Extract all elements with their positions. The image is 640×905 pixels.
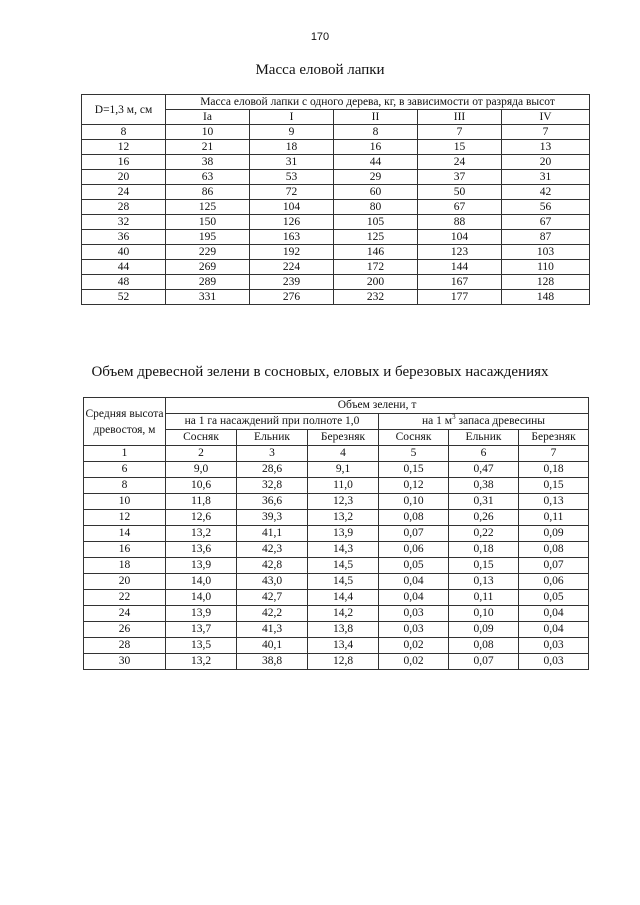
volume-cell: 14,0	[166, 590, 237, 606]
mass-cell: 8	[334, 125, 418, 140]
volume-cell: 0,12	[379, 478, 449, 494]
volume-cell: 13,5	[166, 638, 237, 654]
height-cell: 26	[84, 622, 166, 638]
mass-cell: 128	[502, 275, 590, 290]
table-row	[84, 638, 589, 654]
table-row	[84, 654, 589, 670]
table1-column-header: IV	[502, 110, 590, 125]
mass-cell: 105	[334, 215, 418, 230]
volume-cell: 0,04	[379, 574, 449, 590]
mass-cell: 20	[502, 155, 590, 170]
mass-cell: 18	[250, 140, 334, 155]
table2-column-header: Ельник	[237, 430, 308, 446]
mass-cell: 67	[502, 215, 590, 230]
column-number-cell: 4	[308, 446, 379, 462]
table-row	[82, 215, 590, 230]
volume-cell: 38,8	[237, 654, 308, 670]
mass-cell: 7	[502, 125, 590, 140]
volume-cell: 28,6	[237, 462, 308, 478]
table1-column-header: III	[418, 110, 502, 125]
mass-cell: 146	[334, 245, 418, 260]
volume-cell: 40,1	[237, 638, 308, 654]
table2-subheader-per-hectare: на 1 га насаждений при полноте 1,0	[166, 414, 379, 430]
volume-cell: 14,4	[308, 590, 379, 606]
mass-cell: 88	[418, 215, 502, 230]
volume-cell: 9,0	[166, 462, 237, 478]
volume-cell: 39,3	[237, 510, 308, 526]
diameter-cell: 40	[82, 245, 166, 260]
mass-cell: 123	[418, 245, 502, 260]
volume-cell: 0,18	[519, 462, 589, 478]
column-number-cell: 1	[84, 446, 166, 462]
table-row	[84, 606, 589, 622]
mass-cell: 44	[334, 155, 418, 170]
volume-cell: 0,05	[379, 558, 449, 574]
volume-cell: 42,7	[237, 590, 308, 606]
volume-cell: 0,47	[449, 462, 519, 478]
mass-cell: 31	[502, 170, 590, 185]
volume-cell: 0,08	[519, 542, 589, 558]
mass-cell: 167	[418, 275, 502, 290]
volume-cell: 12,6	[166, 510, 237, 526]
volume-cell: 0,04	[519, 606, 589, 622]
subheader-suffix: запаса древесины	[455, 415, 546, 427]
column-number-cell: 2	[166, 446, 237, 462]
volume-cell: 0,09	[449, 622, 519, 638]
volume-cell: 0,03	[379, 622, 449, 638]
mass-cell: 148	[502, 290, 590, 305]
mass-cell: 21	[166, 140, 250, 155]
table-row	[84, 478, 589, 494]
mass-cell: 163	[250, 230, 334, 245]
table-row	[82, 275, 590, 290]
volume-cell: 41,3	[237, 622, 308, 638]
volume-cell: 0,11	[519, 510, 589, 526]
volume-cell: 0,18	[449, 542, 519, 558]
diameter-cell: 44	[82, 260, 166, 275]
volume-cell: 0,08	[449, 638, 519, 654]
mass-cell: 86	[166, 185, 250, 200]
mass-cell: 104	[250, 200, 334, 215]
volume-cell: 13,9	[166, 606, 237, 622]
volume-cell: 42,8	[237, 558, 308, 574]
mass-cell: 7	[418, 125, 502, 140]
column-number-cell: 7	[519, 446, 589, 462]
table1-row-header: D=1,3 м, см	[82, 95, 166, 125]
mass-cell: 67	[418, 200, 502, 215]
mass-cell: 331	[166, 290, 250, 305]
mass-cell: 53	[250, 170, 334, 185]
table2-column-header: Сосняк	[379, 430, 449, 446]
mass-cell: 229	[166, 245, 250, 260]
table2-group-header: Объем зелени, т	[166, 398, 589, 414]
diameter-cell: 20	[82, 170, 166, 185]
height-cell: 16	[84, 542, 166, 558]
mass-cell: 56	[502, 200, 590, 215]
superscript-3: 3	[452, 413, 456, 422]
height-cell: 30	[84, 654, 166, 670]
volume-cell: 0,04	[519, 622, 589, 638]
volume-cell: 0,15	[449, 558, 519, 574]
mass-cell: 16	[334, 140, 418, 155]
volume-cell: 36,6	[237, 494, 308, 510]
table-row	[82, 125, 590, 140]
volume-cell: 0,02	[379, 638, 449, 654]
mass-cell: 24	[418, 155, 502, 170]
height-cell: 6	[84, 462, 166, 478]
volume-cell: 13,2	[166, 654, 237, 670]
diameter-cell: 24	[82, 185, 166, 200]
volume-cell: 0,31	[449, 494, 519, 510]
table1-column-header: I	[250, 110, 334, 125]
mass-cell: 63	[166, 170, 250, 185]
mass-cell: 13	[502, 140, 590, 155]
volume-cell: 0,06	[379, 542, 449, 558]
mass-cell: 10	[166, 125, 250, 140]
volume-cell: 11,8	[166, 494, 237, 510]
diameter-cell: 32	[82, 215, 166, 230]
table1-title: Масса еловой лапки	[255, 62, 385, 78]
volume-cell: 0,26	[449, 510, 519, 526]
mass-cell: 42	[502, 185, 590, 200]
volume-cell: 0,07	[449, 654, 519, 670]
table1-column-header: Iа	[166, 110, 250, 125]
volume-cell: 13,4	[308, 638, 379, 654]
height-cell: 18	[84, 558, 166, 574]
mass-cell: 50	[418, 185, 502, 200]
volume-cell: 13,2	[166, 526, 237, 542]
volume-cell: 14,0	[166, 574, 237, 590]
mass-cell: 60	[334, 185, 418, 200]
diameter-cell: 48	[82, 275, 166, 290]
table-row	[84, 510, 589, 526]
volume-cell: 9,1	[308, 462, 379, 478]
mass-cell: 29	[334, 170, 418, 185]
table-row	[84, 494, 589, 510]
mass-cell: 269	[166, 260, 250, 275]
volume-cell: 0,06	[519, 574, 589, 590]
volume-cell: 13,7	[166, 622, 237, 638]
table-row	[82, 185, 590, 200]
mass-cell: 37	[418, 170, 502, 185]
mass-cell: 110	[502, 260, 590, 275]
table2-column-header: Ельник	[449, 430, 519, 446]
volume-cell: 0,15	[519, 478, 589, 494]
mass-cell: 144	[418, 260, 502, 275]
table2-title: Объем древесной зелени в сосновых, еловых и березовых насаждениях	[91, 364, 549, 380]
column-number-cell: 5	[379, 446, 449, 462]
mass-cell: 172	[334, 260, 418, 275]
diameter-cell: 16	[82, 155, 166, 170]
mass-cell: 87	[502, 230, 590, 245]
table-row	[84, 590, 589, 606]
volume-cell: 32,8	[237, 478, 308, 494]
volume-cell: 0,22	[449, 526, 519, 542]
volume-cell: 14,5	[308, 574, 379, 590]
volume-cell: 13,8	[308, 622, 379, 638]
volume-cell: 0,13	[449, 574, 519, 590]
mass-cell: 31	[250, 155, 334, 170]
volume-cell: 0,08	[379, 510, 449, 526]
table2-column-header: Сосняк	[166, 430, 237, 446]
volume-cell: 0,11	[449, 590, 519, 606]
volume-cell: 12,8	[308, 654, 379, 670]
column-number-cell: 6	[449, 446, 519, 462]
mass-cell: 72	[250, 185, 334, 200]
diameter-cell: 28	[82, 200, 166, 215]
height-cell: 28	[84, 638, 166, 654]
volume-cell: 14,3	[308, 542, 379, 558]
diameter-cell: 12	[82, 140, 166, 155]
height-cell: 22	[84, 590, 166, 606]
volume-cell: 41,1	[237, 526, 308, 542]
height-cell: 12	[84, 510, 166, 526]
mass-cell: 103	[502, 245, 590, 260]
column-number-cell: 3	[237, 446, 308, 462]
table-row	[82, 290, 590, 305]
diameter-cell: 52	[82, 290, 166, 305]
table-row	[84, 542, 589, 558]
mass-cell: 38	[166, 155, 250, 170]
volume-cell: 0,15	[379, 462, 449, 478]
volume-cell: 10,6	[166, 478, 237, 494]
volume-cell: 0,38	[449, 478, 519, 494]
mass-cell: 104	[418, 230, 502, 245]
mass-cell: 150	[166, 215, 250, 230]
table-row	[82, 155, 590, 170]
volume-cell: 42,2	[237, 606, 308, 622]
table-row	[84, 526, 589, 542]
mass-cell: 289	[166, 275, 250, 290]
volume-cell: 0,04	[379, 590, 449, 606]
volume-cell: 13,6	[166, 542, 237, 558]
volume-cell: 0,03	[519, 654, 589, 670]
volume-cell: 43,0	[237, 574, 308, 590]
volume-cell: 0,07	[379, 526, 449, 542]
table-row	[82, 230, 590, 245]
diameter-cell: 36	[82, 230, 166, 245]
mass-cell: 80	[334, 200, 418, 215]
volume-cell: 0,02	[379, 654, 449, 670]
volume-cell: 13,9	[166, 558, 237, 574]
table-row	[82, 170, 590, 185]
green-mass-volume-table	[83, 397, 589, 670]
volume-cell: 14,2	[308, 606, 379, 622]
table2-column-header: Березняк	[519, 430, 589, 446]
volume-cell: 0,09	[519, 526, 589, 542]
table2-row-header: Средняя высота древостоя, м	[84, 398, 166, 446]
mass-cell: 126	[250, 215, 334, 230]
mass-cell: 15	[418, 140, 502, 155]
height-cell: 8	[84, 478, 166, 494]
mass-cell: 9	[250, 125, 334, 140]
volume-cell: 0,10	[449, 606, 519, 622]
volume-cell: 0,03	[519, 638, 589, 654]
mass-cell: 125	[166, 200, 250, 215]
table-row	[84, 462, 589, 478]
table-row	[84, 622, 589, 638]
volume-cell: 0,07	[519, 558, 589, 574]
table1-group-header: Масса еловой лапки с одного дерева, кг, в зависимости от разряда высот	[166, 95, 590, 110]
volume-cell: 0,13	[519, 494, 589, 510]
table2-subheader-per-cubic-meter	[379, 414, 589, 430]
mass-cell: 192	[250, 245, 334, 260]
mass-cell: 177	[418, 290, 502, 305]
table2-column-header: Березняк	[308, 430, 379, 446]
page-number: 170	[310, 31, 330, 43]
volume-cell: 12,3	[308, 494, 379, 510]
table-row	[82, 140, 590, 155]
table-row	[84, 558, 589, 574]
volume-cell: 0,03	[379, 606, 449, 622]
mass-cell: 224	[250, 260, 334, 275]
mass-cell: 276	[250, 290, 334, 305]
volume-cell: 13,2	[308, 510, 379, 526]
volume-cell: 13,9	[308, 526, 379, 542]
mass-cell: 200	[334, 275, 418, 290]
table-row	[84, 574, 589, 590]
table1-column-header: II	[334, 110, 418, 125]
diameter-cell: 8	[82, 125, 166, 140]
mass-cell: 195	[166, 230, 250, 245]
mass-cell: 232	[334, 290, 418, 305]
height-cell: 14	[84, 526, 166, 542]
mass-cell: 125	[334, 230, 418, 245]
spruce-branch-mass-table	[81, 94, 590, 305]
table-row	[82, 245, 590, 260]
volume-cell: 11,0	[308, 478, 379, 494]
table-row	[82, 200, 590, 215]
subheader-prefix: на 1 м	[422, 415, 453, 427]
volume-cell: 0,05	[519, 590, 589, 606]
mass-cell: 239	[250, 275, 334, 290]
height-cell: 24	[84, 606, 166, 622]
height-cell: 20	[84, 574, 166, 590]
volume-cell: 42,3	[237, 542, 308, 558]
height-cell: 10	[84, 494, 166, 510]
volume-cell: 14,5	[308, 558, 379, 574]
volume-cell: 0,10	[379, 494, 449, 510]
table-row	[82, 260, 590, 275]
